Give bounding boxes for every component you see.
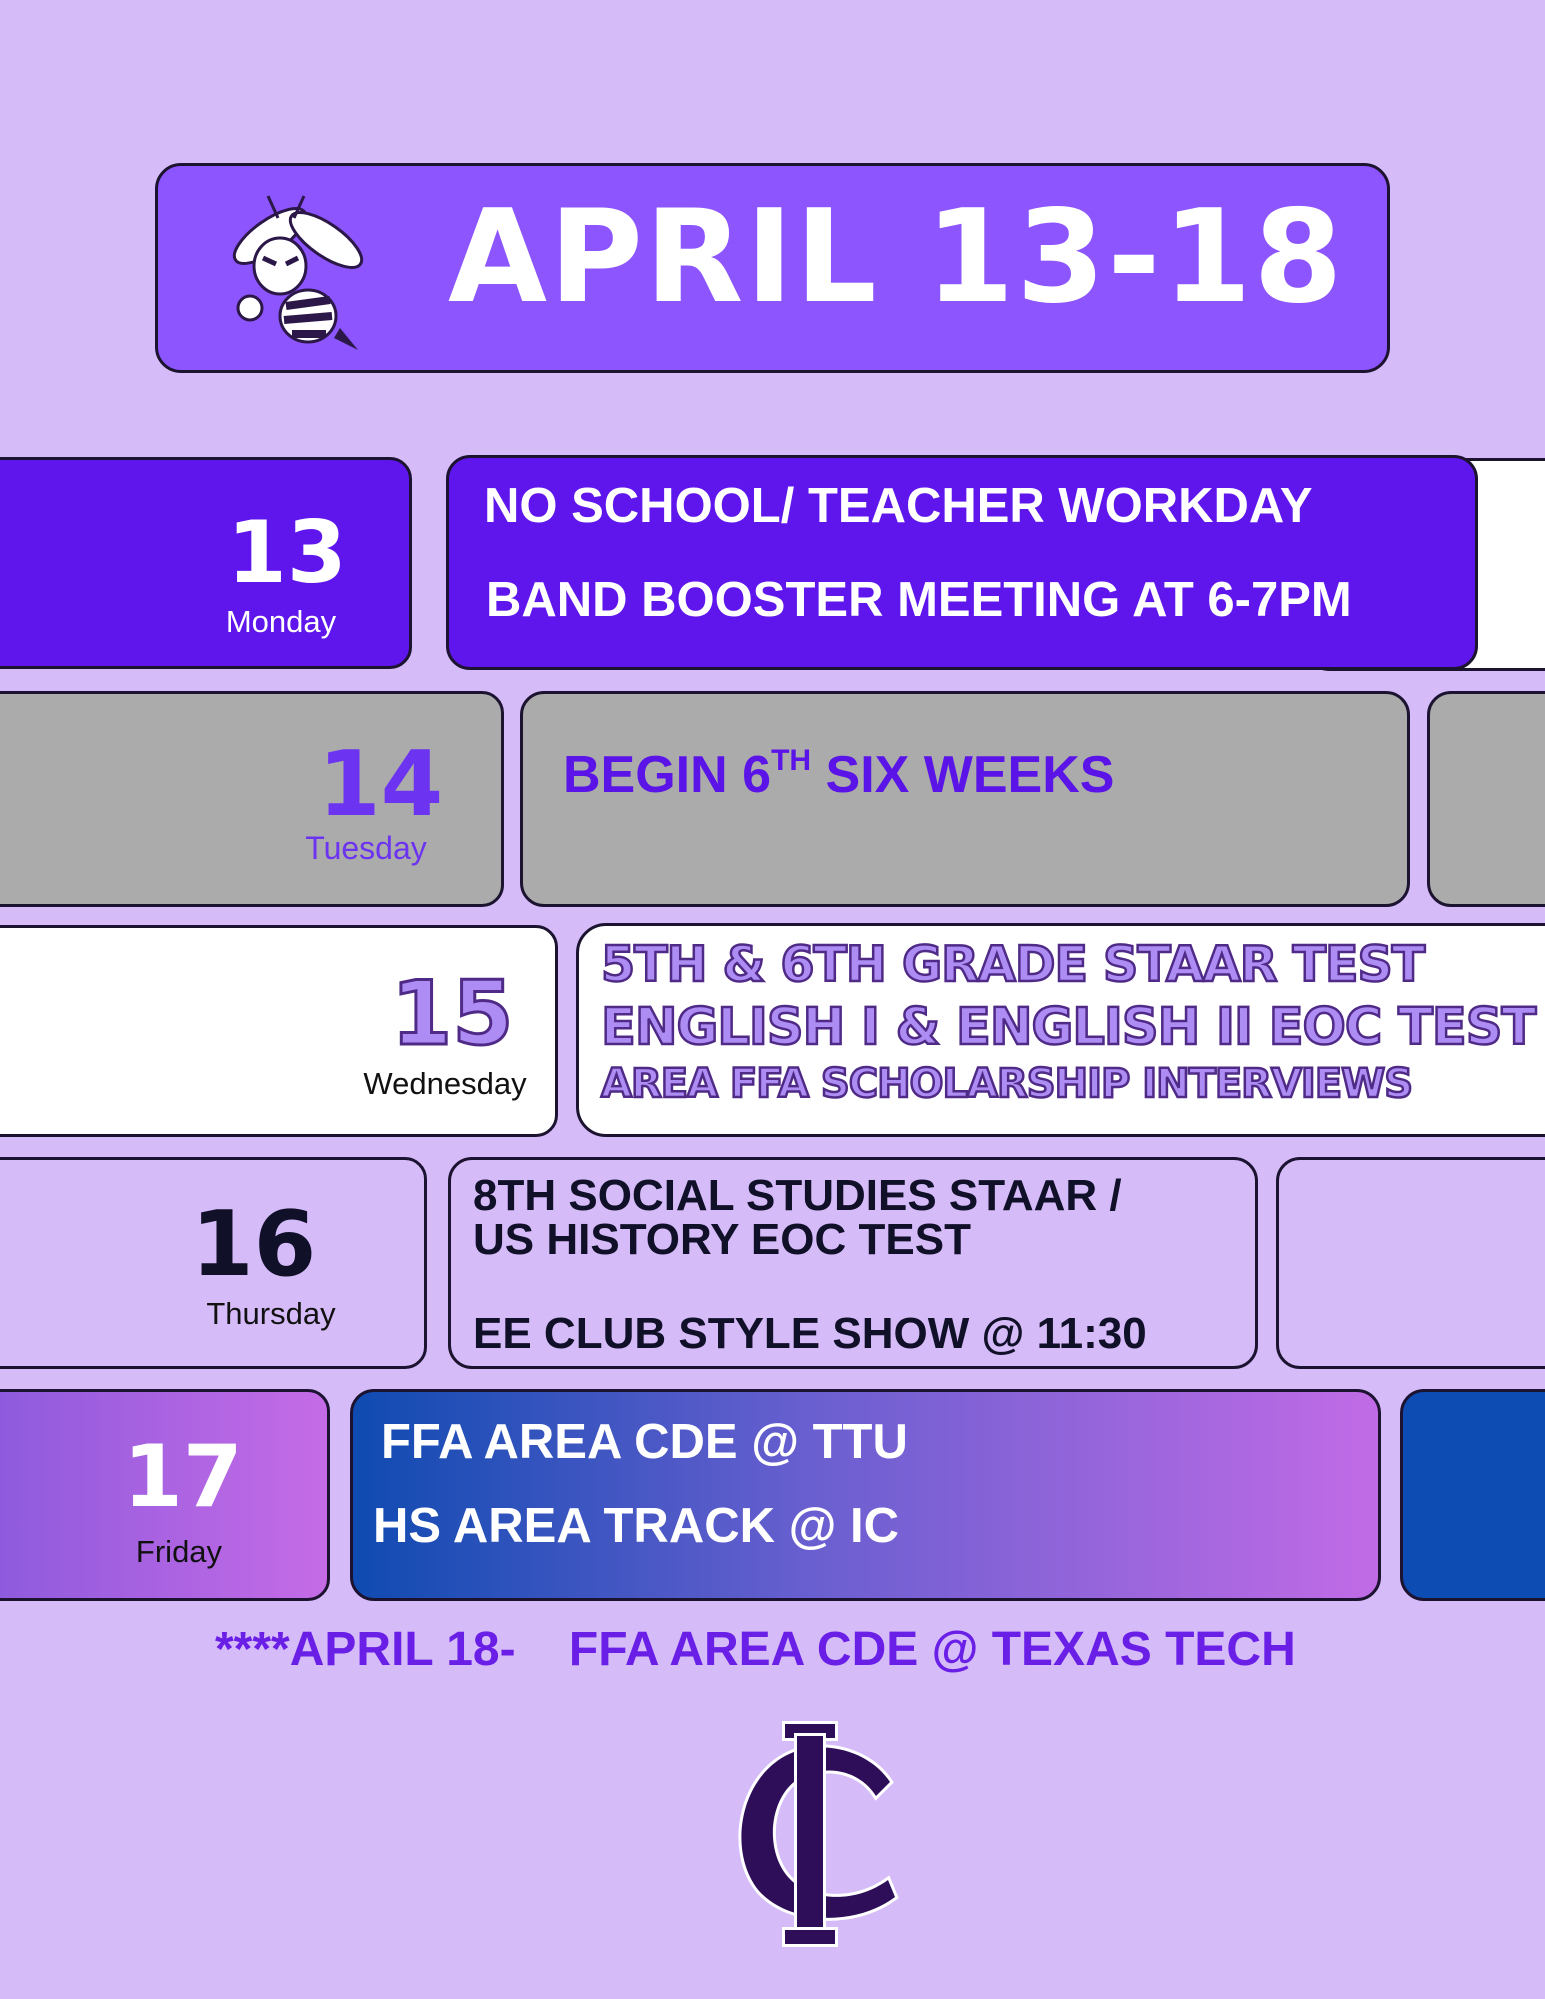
day-card-friday xyxy=(0,1389,330,1601)
event-item: BAND BOOSTER MEETING AT 6-7PM xyxy=(486,573,1352,627)
event-item: HS AREA TRACK @ IC xyxy=(373,1499,899,1553)
hornet-mascot-icon xyxy=(208,188,378,358)
page-title: APRIL 13-18 xyxy=(448,183,1345,332)
event-item: FFA AREA CDE @ TTU xyxy=(381,1415,908,1469)
event-item: ENGLISH I & ENGLISH II EOC TEST xyxy=(601,998,1536,1057)
event-item: NO SCHOOL/ TEACHER WORKDAY xyxy=(484,479,1313,533)
event-item: EE CLUB STYLE SHOW @ 11:30 xyxy=(473,1309,1147,1358)
event-item xyxy=(563,744,1115,804)
event-panel-wednesday xyxy=(576,923,1545,1137)
event-superscript: TH xyxy=(771,744,812,777)
event-text: BEGIN 6 xyxy=(563,746,772,804)
day-name: Thursday xyxy=(206,1296,336,1331)
day-name: Monday xyxy=(225,604,337,639)
tuesday-right-panel xyxy=(1427,691,1545,907)
day-card-monday xyxy=(0,457,412,669)
event-item: US HISTORY EOC TEST xyxy=(473,1215,971,1264)
thursday-right-panel xyxy=(1276,1157,1545,1369)
school-logo-ic-icon xyxy=(690,1712,930,1957)
event-item: AREA FFA SCHOLARSHIP INTERVIEWS xyxy=(601,1061,1413,1107)
friday-right-panel xyxy=(1400,1389,1545,1601)
event-panel-monday xyxy=(446,455,1478,670)
day-name: Tuesday xyxy=(305,830,427,866)
day-card-wednesday xyxy=(0,925,558,1137)
event-panel-tuesday xyxy=(520,691,1410,907)
day-card-tuesday xyxy=(0,691,504,907)
day-number: 13 xyxy=(227,503,347,603)
header-banner xyxy=(155,163,1390,373)
day-number: 14 xyxy=(318,732,444,837)
event-item: 8TH SOCIAL STUDIES STAAR / xyxy=(473,1171,1122,1220)
day-name: Wednesday xyxy=(363,1066,527,1101)
event-text-tail: SIX WEEKS xyxy=(811,746,1115,804)
event-panel-friday xyxy=(350,1389,1381,1601)
day-number: 16 xyxy=(191,1192,317,1297)
day-number: 17 xyxy=(123,1427,243,1527)
footer-note: ****APRIL 18- FFA AREA CDE @ TEXAS TECH xyxy=(215,1623,1296,1676)
day-number: 15 xyxy=(391,962,514,1065)
event-item: 5TH & 6TH GRADE STAAR TEST xyxy=(601,936,1425,993)
day-name: Friday xyxy=(135,1534,223,1569)
day-card-thursday xyxy=(0,1157,427,1369)
event-panel-thursday xyxy=(448,1157,1258,1369)
